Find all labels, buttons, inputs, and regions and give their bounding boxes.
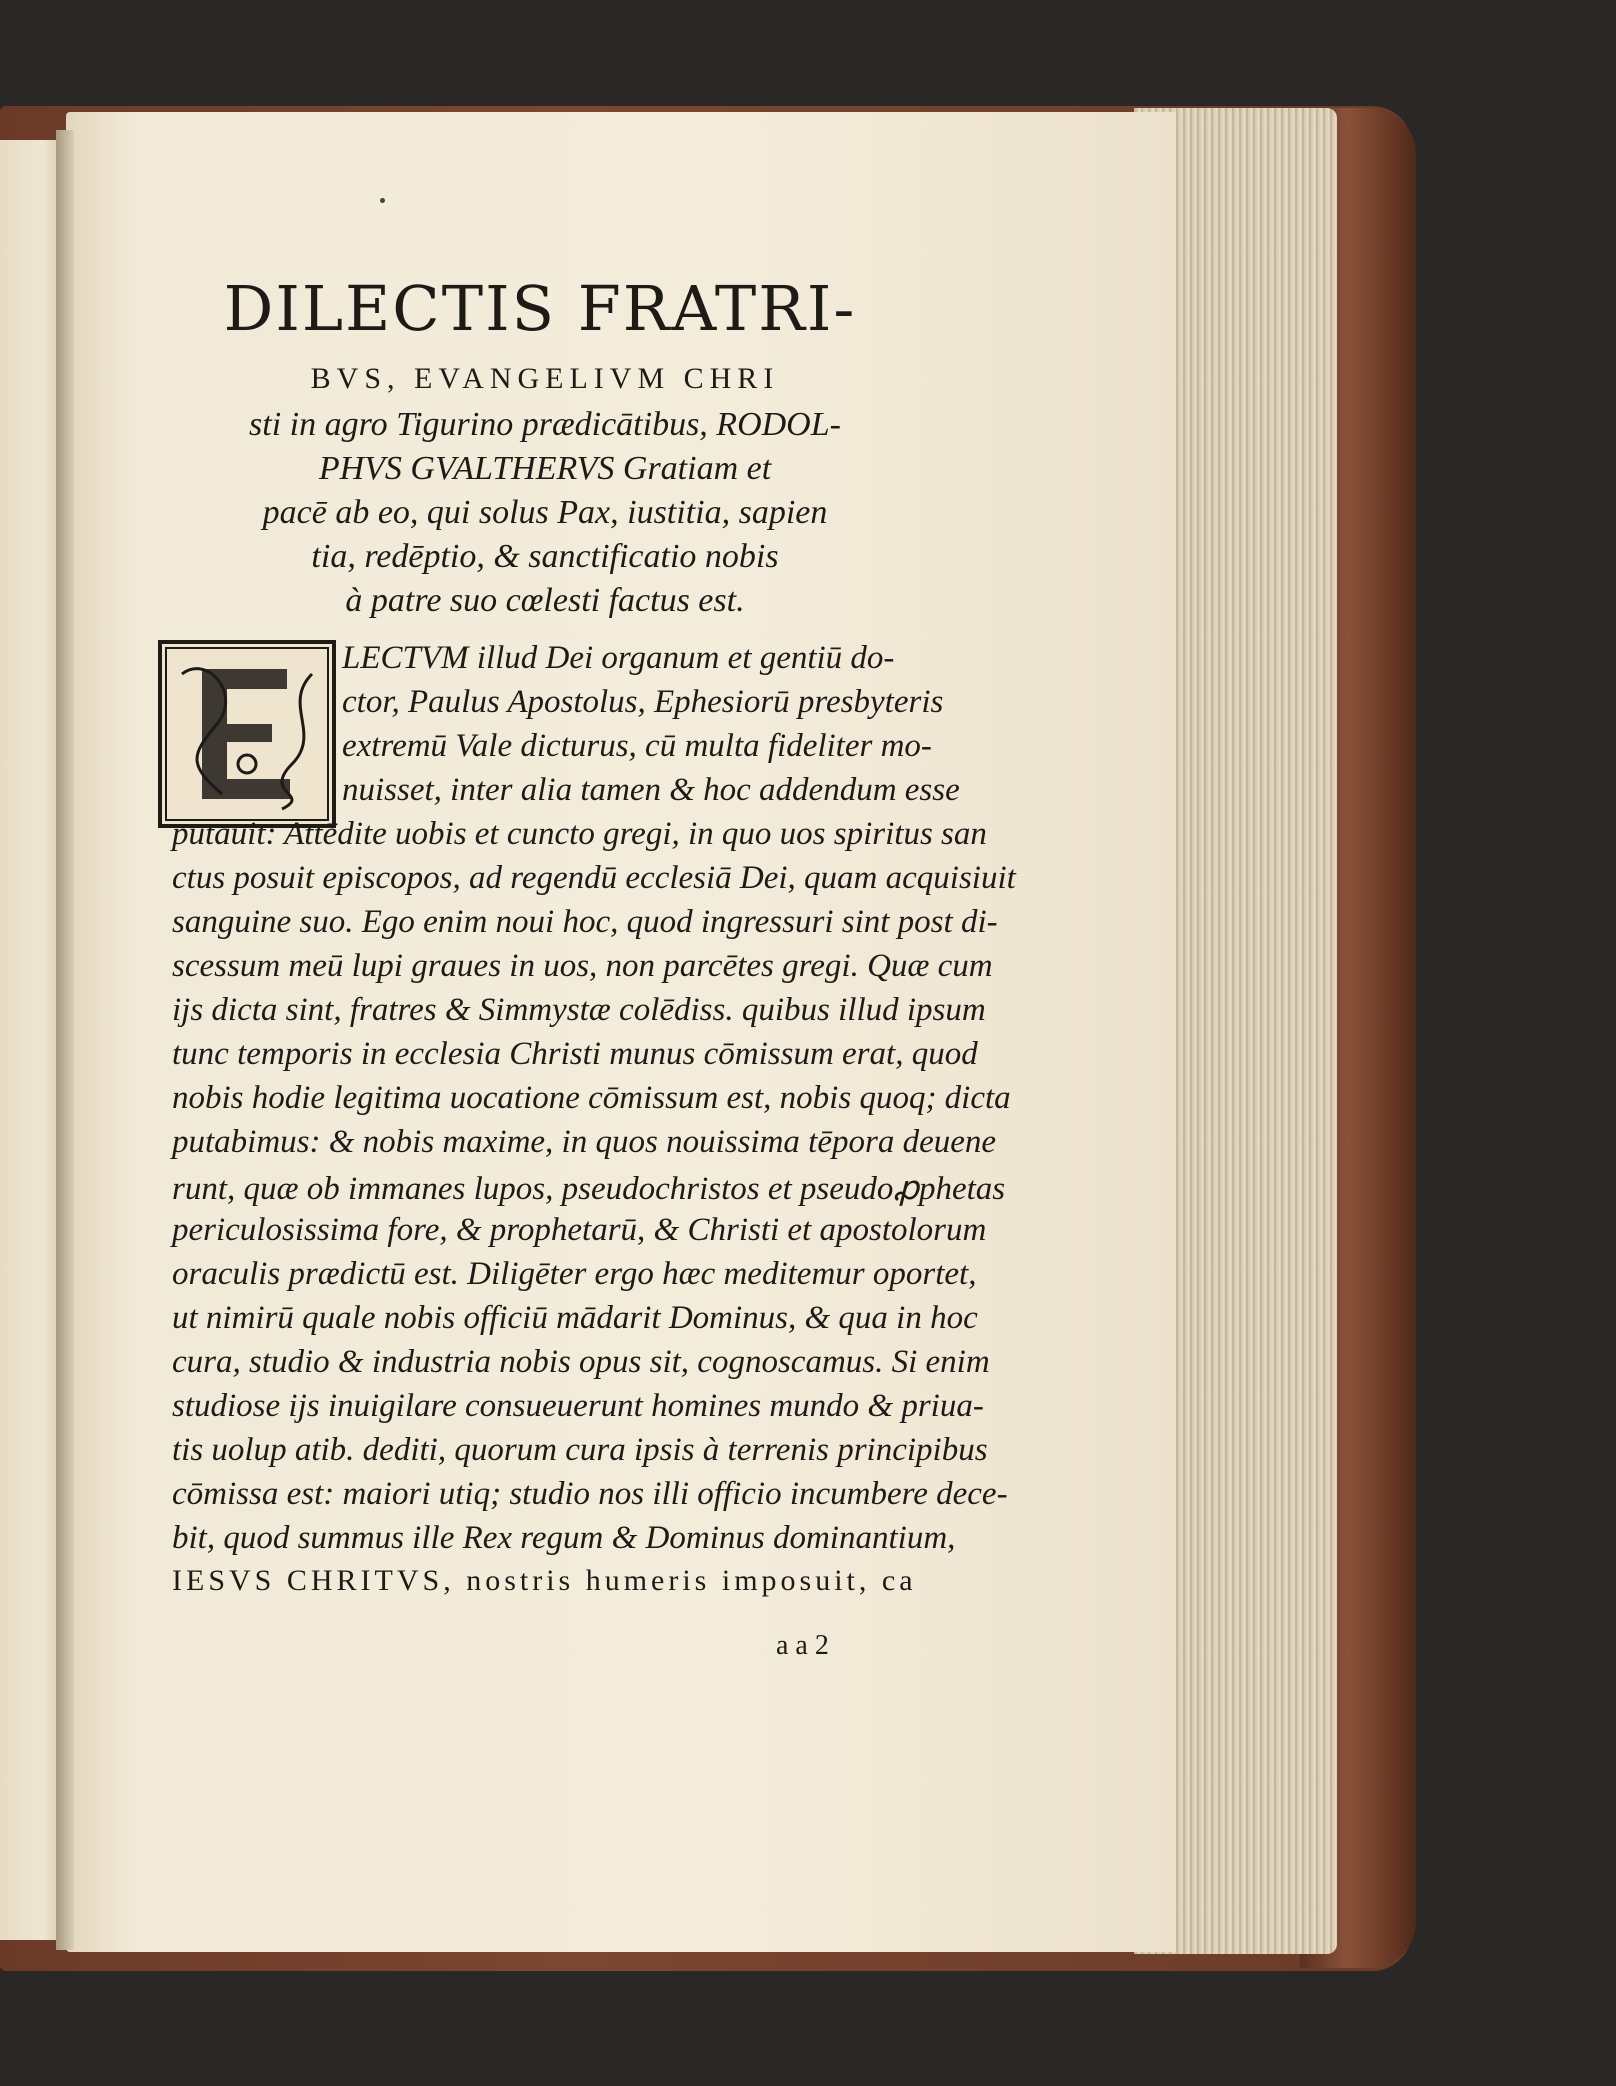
body-line: sanguine suo. Ego enim noui hoc, quod ingressuri sint post di- [172, 904, 998, 940]
body-line: tis uolup atib. dediti, quorum cura ipsis à terrenis principibus [172, 1432, 988, 1468]
body-line: runt, quæ ob immanes lupos, pseudochristos et pseudoꝓphetas [172, 1171, 1006, 1207]
body-line: extremū Vale dicturus, cū multa fideliter mo- [342, 728, 932, 764]
body-line: LECTVM illud Dei organum et gentiū do- [342, 640, 895, 676]
dedication-line: BVS, EVANGELIVM CHRI [310, 362, 780, 395]
body-line: IESVS CHRITVS, nostris humeris imposuit, ca [172, 1564, 917, 1597]
body-line: ctus posuit episcopos, ad regendū ecclesiā Dei, quam acquisiuit [172, 860, 1016, 896]
page-title: DILECTIS FRATRI- [223, 272, 857, 345]
body-line: putabimus: & nobis maxime, in quos nouissima tēpora deuene [172, 1124, 997, 1160]
body-line: nobis hodie legitima uocatione cōmissum est, nobis quoq; dicta [172, 1080, 1011, 1116]
dedication-line: PHVS GVALTHERVS Gratiam et [318, 450, 772, 487]
body-line: putauit: Attēdite uobis et cuncto gregi, in quo uos spiritus san [172, 816, 987, 852]
body-line: bit, quod summus ille Rex regum & Dominus dominantium, [172, 1520, 956, 1556]
dedication-line: tia, redēptio, & sanctificatio nobis [311, 538, 779, 575]
body-line: nuisset, inter alia tamen & hoc addendum esse [342, 772, 960, 808]
body-line: ctor, Paulus Apostolus, Ephesiorū presbyteris [342, 684, 944, 720]
body-line: ut nimirū quale nobis officiū mādarit Dominus, & qua in hoc [172, 1300, 978, 1336]
body-line: periculosissima fore, & prophetarū, & Christi et apostolorum [172, 1212, 987, 1248]
dedication-line: pacē ab eo, qui solus Pax, iustitia, sapien [262, 494, 828, 531]
decorated-initial [158, 640, 336, 828]
body-line: cura, studio & industria nobis opus sit, cognoscamus. Si enim [172, 1344, 990, 1380]
head-dot [380, 198, 385, 203]
left-page-sliver [0, 140, 62, 1940]
initial-e-ornament [162, 644, 332, 824]
body-line: tunc temporis in ecclesia Christi munus cōmissum erat, quod [172, 1036, 978, 1072]
signature-mark: a a 2 [776, 1630, 829, 1661]
body-line: studiose ijs inuigilare consueuerunt homines mundo & priua- [172, 1388, 984, 1424]
dedication-line: sti in agro Tigurino prædicātibus, RODOL- [249, 406, 841, 443]
body-line: scessum meū lupi graues in uos, non parcētes gregi. Quæ cum [172, 948, 993, 984]
dedication-line: à patre suo cœlesti factus est. [345, 582, 745, 619]
body-line: oraculis prædictū est. Diligēter ergo hæc meditemur oportet, [172, 1256, 977, 1292]
gutter [56, 130, 74, 1950]
body-line: cōmissa est: maiori utiq; studio nos illi officio incumbere dece- [172, 1476, 1008, 1512]
body-line: ijs dicta sint, fratres & Simmystæ colēdiss. quibus illud ipsum [172, 992, 986, 1028]
